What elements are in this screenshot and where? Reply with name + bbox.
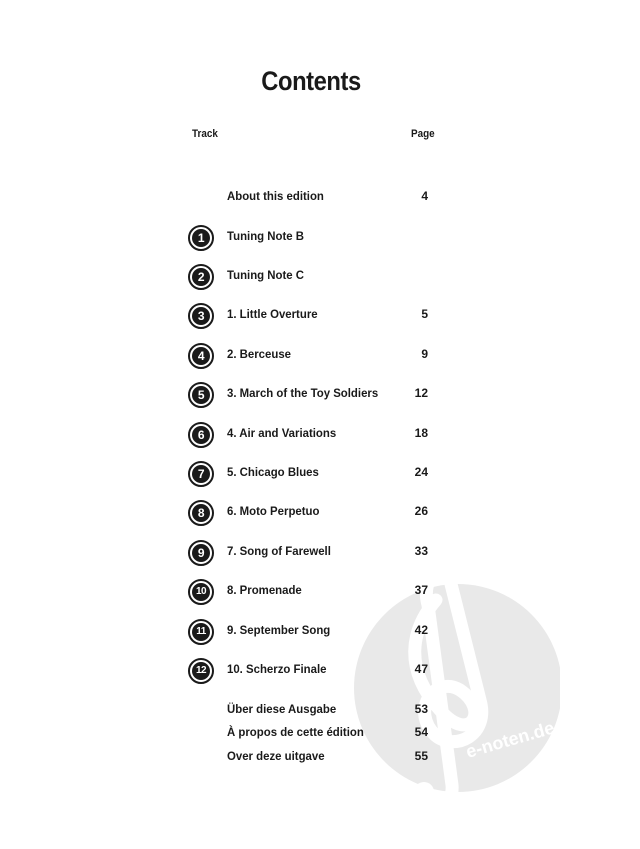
- contents-row: [0, 343, 640, 373]
- entry-page-number: 33: [414, 544, 428, 558]
- entry-title: 1. Little Overture: [227, 307, 318, 321]
- track-number: 1: [192, 229, 210, 247]
- entry-page-number: 42: [414, 623, 428, 637]
- contents-row: [0, 745, 640, 775]
- entry-page-number: 5: [421, 307, 428, 321]
- track-badge: [188, 500, 214, 526]
- contents-row: [0, 619, 640, 649]
- track-badge: [188, 303, 214, 329]
- entry-page-number: 18: [414, 426, 428, 440]
- track-number: 3: [192, 307, 210, 325]
- entry-title: 2. Berceuse: [227, 347, 292, 361]
- track-number: 12: [192, 662, 210, 680]
- track-badge: [188, 422, 214, 448]
- track-badge: [188, 264, 214, 290]
- entry-title: 9. September Song: [227, 623, 331, 637]
- page-column-header: Page: [411, 128, 435, 140]
- entry-page-number: 9: [421, 347, 428, 361]
- entry-title: 5. Chicago Blues: [227, 465, 319, 479]
- contents-row: [0, 185, 640, 215]
- contents-row: [0, 422, 640, 452]
- track-badge: [188, 619, 214, 645]
- entry-page-number: 26: [414, 504, 428, 518]
- entry-title: Tuning Note C: [227, 268, 305, 282]
- track-number: 4: [192, 347, 210, 365]
- entry-page-number: 37: [414, 583, 428, 597]
- entry-page-number: 47: [414, 662, 428, 676]
- track-number: 8: [192, 504, 210, 522]
- entry-title: Tuning Note B: [227, 229, 305, 243]
- entry-page-number: 4: [421, 189, 428, 203]
- track-number: 9: [192, 544, 210, 562]
- track-badge: [188, 540, 214, 566]
- contents-row: [0, 540, 640, 570]
- contents-row: [0, 303, 640, 333]
- track-number: 10: [192, 583, 210, 601]
- track-number: 6: [192, 426, 210, 444]
- track-number: 7: [192, 465, 210, 483]
- entry-title: 7. Song of Farewell: [227, 544, 331, 558]
- entry-page-number: 24: [414, 465, 428, 479]
- track-badge: [188, 225, 214, 251]
- entry-title: Über diese Ausgabe: [227, 702, 337, 716]
- entry-title: À propos de cette édition: [227, 725, 364, 739]
- track-number: 5: [192, 386, 210, 404]
- contents-row: [0, 658, 640, 688]
- entry-title: About this edition: [227, 189, 324, 203]
- entry-title: Over deze uitgave: [227, 749, 325, 763]
- entry-title: 8. Promenade: [227, 583, 302, 597]
- entry-title: 6. Moto Perpetuo: [227, 504, 320, 518]
- entry-page-number: 54: [414, 725, 428, 739]
- watermark-text: e-noten.de: [463, 717, 557, 762]
- contents-row: [0, 500, 640, 530]
- track-number: 11: [192, 623, 210, 641]
- entry-title: 3. March of the Toy Soldiers: [227, 386, 379, 400]
- contents-row: [0, 461, 640, 491]
- track-badge: [188, 658, 214, 684]
- contents-row: [0, 579, 640, 609]
- contents-row: [0, 382, 640, 412]
- contents-row: [0, 225, 640, 255]
- entry-page-number: 12: [414, 386, 428, 400]
- track-badge: [188, 343, 214, 369]
- contents-row: [0, 264, 640, 294]
- entry-title: 4. Air and Variations: [227, 426, 337, 440]
- track-badge: [188, 382, 214, 408]
- track-number: 2: [192, 268, 210, 286]
- track-column-header: Track: [192, 128, 218, 140]
- treble-clef-dot: [414, 782, 434, 802]
- track-badge: [188, 461, 214, 487]
- entry-page-number: 53: [414, 702, 428, 716]
- entry-title: 10. Scherzo Finale: [227, 662, 327, 676]
- entry-page-number: 55: [414, 749, 428, 763]
- page-title: Contents: [261, 66, 361, 96]
- track-badge: [188, 579, 214, 605]
